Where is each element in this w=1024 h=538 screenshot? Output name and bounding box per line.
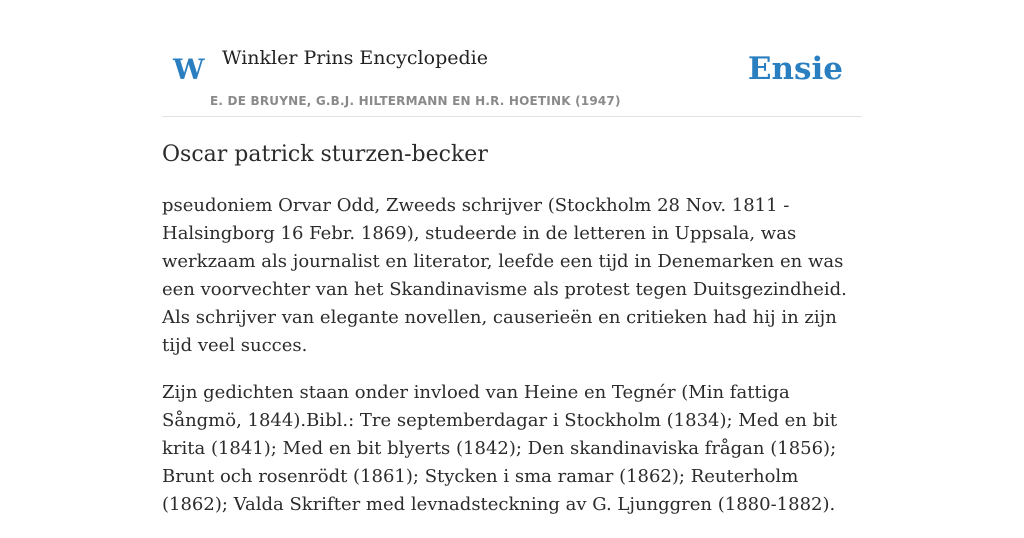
- article-paragraph: pseudoniem Orvar Odd, Zweeds schrijver (Stockholm 28 Nov. 1811 - Halsingborg 16 Febr. 1869), studeerde in de letteren in Uppsala, was werkzaam als journalist en literator, leefde een tijd in Denemarken en was een voorvechter van het Skandinavisme als protest tegen Duitsgezindheid. Als schrijver van elegante novellen, causerieën en critieken had hij in zijn tijd veel succes.: [162, 195, 847, 356]
- ensie-logo[interactable]: Ensie: [747, 51, 843, 87]
- book-authors: E. DE BRUYNE, G.B.J. HILTERMANN EN H.R. HOETINK (1947): [210, 94, 621, 108]
- article-body: [162, 192, 866, 538]
- winkler-prins-logo-icon[interactable]: W: [173, 53, 205, 86]
- article-paragraph: Zijn gedichten staan onder invloed van Heine en Tegnér (Min fattiga Sångmö, 1844).Bibl.: Tre septemberdagar i Stockholm (1834); Med en bit krita (1841); Med en bit blyerts (1842); Den skandinaviska frågan (1856); Brunt och rosenrödt (1861); Stycken i sma ramar (1862); Reuterholm (1862); Valda Skrifter med levnadsteckning av G. Ljunggren (1880-1882).: [162, 382, 838, 515]
- page-header: [162, 0, 862, 117]
- article-title: Oscar patrick sturzen-becker: [162, 142, 488, 167]
- book-title[interactable]: Winkler Prins Encyclopedie: [222, 47, 488, 69]
